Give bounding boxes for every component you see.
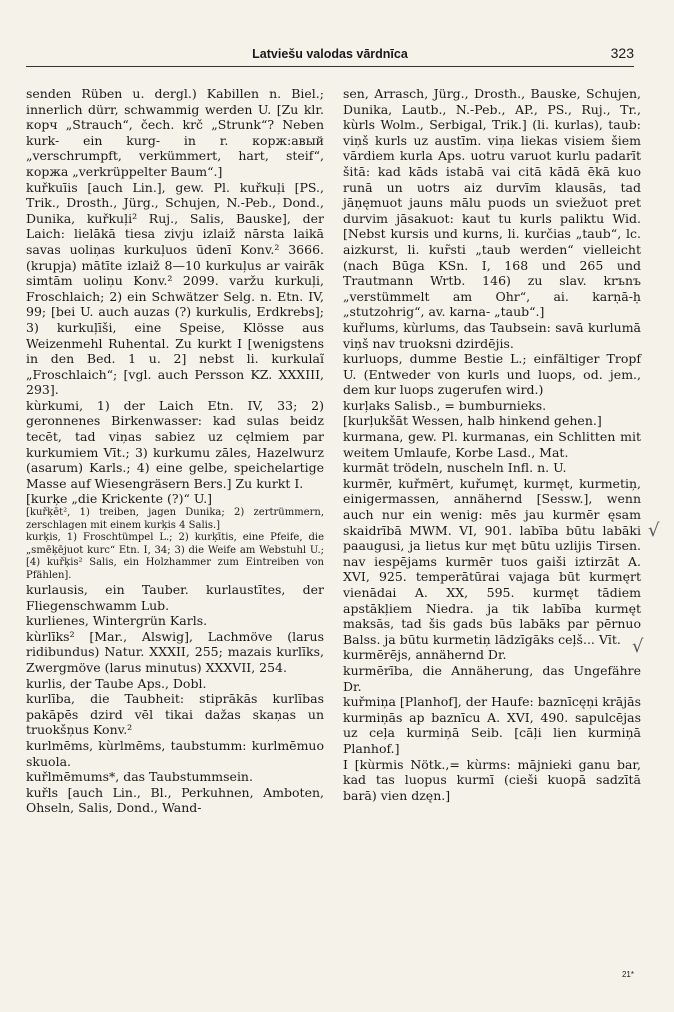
- entry-text: senden Rüben u. dergl.) Kabillen n. Biel.; innerlich dürr, schwammig werden U. [Zu klr. корч „Strauch“, čech. krč „Strunk“? Neben kurk- ein kurg- in r. корж:авый „verschrumpft, verkümmert, hart, steif“, коржа „verkrüppelter Baum“.]: [26, 86, 324, 179]
- entry-kurliks: kùrlīks² [Mar., Alswig], Lachmöve (larus ridibundus) Natur. XXXII, 255; mazais kurlīks, Zwergmöve (larus minutus) XXXVII, 254.: [26, 628, 324, 675]
- entry-kurlmemums: kuřlmēmums*, das Taubstummsein.: [26, 769, 253, 785]
- entry-kurmis: I [kùrmis Nötk.,= kùrms: mājnieki ganu bar, kad tas luopus kurmī (cieši kuopā sadzītā barā) vien dzęn.]: [343, 756, 641, 803]
- entry-kurmer: kurmēr, kuřmērt, kuřumęt, kurmęt, kurmetiņ, einigermassen, annähernd [Sessw.], wenn auch nur ein wenig: mēs jau kurmēr ęsam skaidrībā MWM. VI, 901. labība būtu labāki paaugusi, ja lietus kur męt būtu uzlijis Tirsen. nav iespējams kurmēr tuos gaiši iztirzāt A. XVI, 925. temperātūrai vajaga būt kurmęrt vienādai A. XX, 595. kurmęt tādiem apstākļiem Niedra. ja tik labība kurmęt maksās, tad šis gads būs labāks par pērnuo Balss. ja būtu kurmetiņ lādzīgāks ceļš... Vīt.: [343, 475, 641, 647]
- entry-kurlis: kurlis, der Taube Aps., Dobl.: [26, 675, 207, 691]
- entry-kurmeriba: kurmērība, die Annäherung, das Ungefähre Dr.: [343, 662, 641, 694]
- entry-kurmat: kurmāt trödeln, nuscheln Infl. n. U.: [343, 460, 567, 476]
- check-mark-icon: √: [648, 520, 660, 541]
- entry-kurke: [kurķe „die Krickente (?)“ U.]: [26, 491, 213, 507]
- entry-kurlaks: kurļaks Salisb., = bumburnieks.: [343, 397, 547, 413]
- entry-kurket: [kuřķēt², 1) treiben, jagen Dunika; 2) zertrümmern, zerschlagen mit einem kurķis 4 Salis.]: [26, 507, 324, 531]
- page-header: [26, 44, 634, 67]
- entry-kurluops: kurluops, dumme Bestie L.; einfältiger Tropf U. (Entweder von kurls und luops, od. jem., dem kur luops zugerufen wird.): [343, 351, 641, 398]
- running-title: Latviešu valodas vārdnīca: [252, 47, 408, 61]
- right-column: [343, 86, 644, 803]
- entry-kurluksat: [kurļukšāt Wessen, halb hinkend gehen.]: [343, 413, 602, 429]
- check-mark-icon: √: [632, 636, 644, 657]
- entry-kurmina: kuřmiņa [Planhof], der Haufe: baznīcęņi krājās kurmiņās ap baznīcu A. XVI, 490. sapulcējas uz ceļa kurmiņā Seib. [cāļi lien kurmiņā Planhof.]: [343, 694, 641, 756]
- entry-kurliba: kurlība, die Taubheit: stiprākās kurlības pakāpēs dzird vēl tikai dažas skaņas un truokšņus Konv.²: [26, 691, 324, 738]
- entry-kurls-cont: sen, Arrasch, Jürg., Drosth., Bauske, Schujen, Dunika, Lautb., N.-Peb., AP., PS., Ruj., Tr., kùrls Wolm., Serbigal, Trik.] (li. kurlas), taub: viņš kurls uz austīm. viņa liekas visiem šiem vārdiem kurla Aps. uotru varuot kurlu padarīt šitā: kad kāds istabā vai citā kādā ēkā kuo runā un uotrs aiz durvīm klausās, tad jāņęmuot jauns mālu puods un sviežuot pret durvim jāsakuot: kaut tu kurls paliktu Wid. [Nebst kursis und kurns, li. kurčias „taub“, lc. aizkurst, li. kur̃sti „taub werden“ vielleicht (nach Būga KSn. I, 168 und 265 und Trautmann Wrtb. 146) zu slav. krъnъ „verstümmelt am Ohr“, ai. karṇā-ḥ „stutzohrig“, av. karna- „taub“.]: [343, 86, 641, 320]
- entry-kurlausis: kurlausis, ein Tauber. kurlaustītes, der Fliegenschwamm Lub.: [26, 582, 324, 613]
- entry-kurmerejs: kurmērējs, annähernd Dr.: [343, 647, 507, 663]
- entry-kurkulis: kuřkuīis [auch Lin.], gew. Pl. kuřkuļi [PS., Trik., Drosth., Jürg., Schujen, N.-Peb., Dond., Dunika, kuřkuļi² Ruj., Salis, Bauske], der Laich: lielākā tiesa zivju izlaiž nārsta laikā savas uoliņas kurkuļuos ūdenī Konv.² 3666. (krupja) mātīte izlaiž 8—10 kurkuļus ar vairāk simtām uoliņu Konv.² 2099. varžu kurkuļi, Froschlaich; 2) ein Schwätzer Selg. n. Etn. IV, 99; [bei U. auch auzas (?) kurkulis, Erdkrebs]; 3) kurkuļīši, eine Speise, Klösse aus Weizenmehl Ruhental. Zu kurkt I [wenigstens in den Bed. 1 u. 2] nebst li. kurkulaĩ „Froschlaich“; [vgl. auch Persson KZ. XXXIII, 293].: [26, 179, 324, 398]
- entry-kurkumi: kùrkumi, 1) der Laich Etn. IV, 33; 2) geronnenes Birkenwasser: kad sulas beidz tecēt, tad viņas sabiez uz cęlmiem par kurkumiem Vīt.; 3) kurkumu zāles, Hazelwurz (asarum) Karls.; 4) eine gelbe, speichelartige Masse auf Wiesengräsern Bers.] Zu kurkt I.: [26, 397, 324, 491]
- page-number: 323: [610, 45, 634, 61]
- left-column: [26, 86, 324, 816]
- entry-kurlums: kuřlums, kùrlums, das Taubsein: savā kurlumā viņš nav truoksni dzirdējis.: [343, 319, 641, 351]
- entry-kurls: kuřls [auch Lin., Bl., Perkuhnen, Amboten, Ohseln, Salis, Dond., Wand-: [26, 784, 324, 816]
- entry-kurlmems: kurlmēms, kùrlmēms, taubstumm: kurlmēmuo skuola.: [26, 737, 324, 769]
- entry-kurkis: kurķis, 1) Froschtümpel L.; 2) kurķītis, eine Pfeife, die „smēķējuot kurc“ Etn. I, 34; 3) die Weife am Webstuhl U.; [4) kuřķis² Salis, ein Holzhammer zum Eintreiben von Pfählen].: [26, 532, 324, 581]
- entry-kurlienes: kurlienes, Wintergrün Karls.: [26, 613, 208, 629]
- printer-signature: 21*: [621, 970, 634, 979]
- entry-kurmana: kurmana, gew. Pl. kurmanas, ein Schlitten mit weitem Umlaufe, Korbe Lasd., Mat.: [343, 429, 641, 460]
